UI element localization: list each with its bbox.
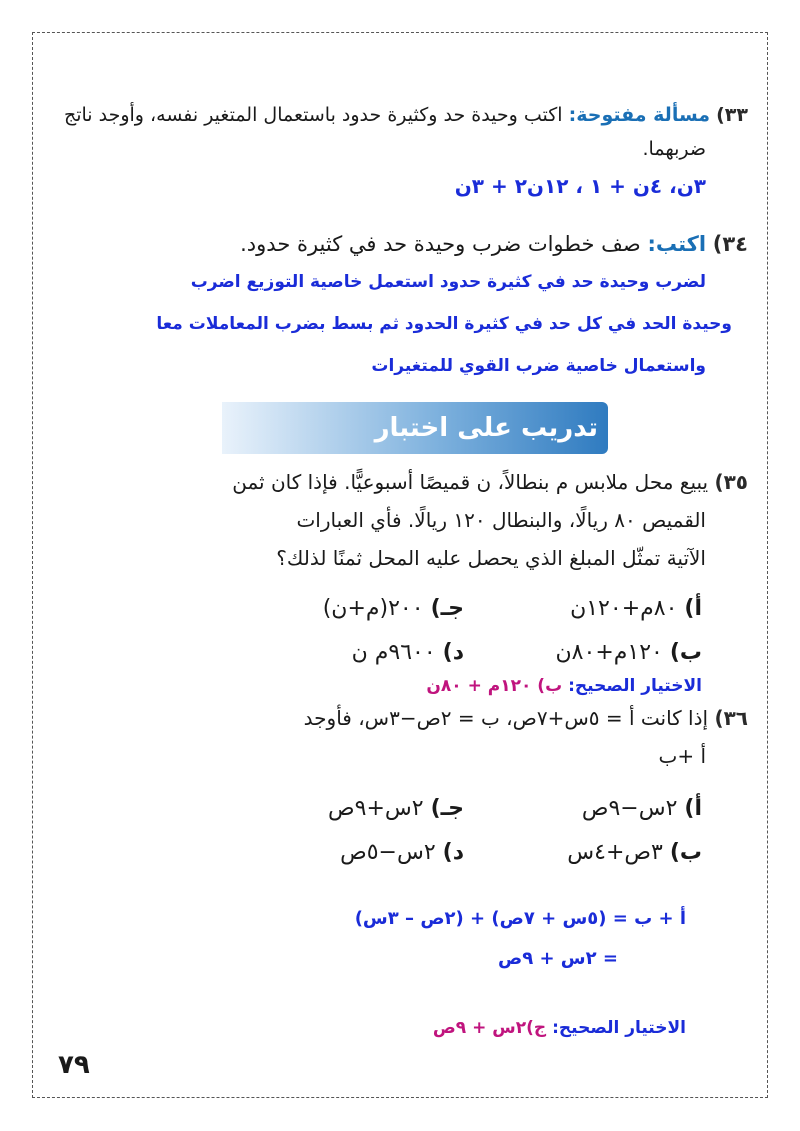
page-number: ٧٩ xyxy=(58,1050,90,1080)
q34-prompt: صف خطوات ضرب وحيدة حد في كثيرة حدود. xyxy=(240,232,641,256)
q35-option-d-letter: د) xyxy=(442,640,464,665)
q35-number: ٣٥) xyxy=(714,470,748,494)
q36-line2: أ +ب xyxy=(658,744,706,768)
test-practice-banner-title: تدريب على اختبار xyxy=(374,413,598,443)
q33-line1 xyxy=(64,104,748,126)
q34-number: ٣٤) xyxy=(712,232,748,256)
q36-option-d-letter: د) xyxy=(442,840,464,865)
q33-line2: ضربهما. xyxy=(642,138,706,160)
q35-option-c-text: ٢٠٠(م+ن) xyxy=(322,596,424,621)
q36-option-a-text: ٢س−٩ص xyxy=(581,796,678,821)
q34-line1 xyxy=(240,232,748,256)
q35-answer-label: الاختيار الصحيح: xyxy=(568,676,702,696)
q36-option-d-text: ٢س−٥ص xyxy=(340,840,436,865)
q36-work-line-2: = ٢س + ٩ص xyxy=(497,948,618,969)
q35-option-a-letter: أ) xyxy=(684,596,702,621)
q36-option-b-letter: ب) xyxy=(669,840,702,865)
q34-answer-line-3: واستعمال خاصية ضرب القوي للمتغيرات xyxy=(371,356,706,376)
q33-number: ٣٣) xyxy=(716,104,748,126)
q35-option-d[interactable] xyxy=(352,640,464,665)
q36-answer-label: الاختيار الصحيح: xyxy=(552,1018,686,1038)
q36-option-c-letter: جـ) xyxy=(430,796,464,821)
q35-answer-value: ب) ١٢٠م + ٨٠ن xyxy=(426,676,563,696)
q35-line3: الآتية تمثّل المبلغ الذي يحصل عليه المحل ثمنًا لذلك؟ xyxy=(276,546,706,570)
q36-option-b[interactable] xyxy=(567,840,702,865)
q35-option-a-text: ٨٠م+١٢٠ن xyxy=(570,596,678,621)
q36-correct-answer xyxy=(433,1018,686,1038)
q34-answer-line-1: لضرب وحيدة حد في كثيرة حدود استعمل خاصية التوزيع اضرب xyxy=(190,272,706,292)
q36-option-a-letter: أ) xyxy=(684,796,702,821)
q33-text: اكتب وحيدة حد وكثيرة حدود باستعمال المتغير نفسه، وأوجد ناتج xyxy=(63,104,563,126)
q36-answer-value: ج)٢س + ٩ص xyxy=(432,1018,547,1038)
q36-option-b-text: ٣ص+٤س xyxy=(567,840,663,865)
q33-answer: ٣ن، ٤ن + ١ ، ١٢ن٢ + ٣ن xyxy=(454,174,706,198)
q36-number: ٣٦) xyxy=(714,706,748,730)
q33-tag: مسألة مفتوحة: xyxy=(568,104,711,126)
q36-option-c-text: ٢س+٩ص xyxy=(328,796,424,821)
q35-option-b-letter: ب) xyxy=(669,640,702,665)
q35-option-a[interactable] xyxy=(570,596,702,621)
q36-line1 xyxy=(304,706,748,730)
q35-option-d-text: ٩٦٠٠م ن xyxy=(351,640,436,665)
q35-line2: القميص ٨٠ ريالًا، والبنطال ١٢٠ ريالًا. فأي العبارات xyxy=(296,508,706,532)
q35-line1 xyxy=(232,470,748,494)
q34-answer-line-2: وحيدة الحد في كل حد في كثيرة الحدود ثم بسط بضرب المعاملات معا xyxy=(156,314,732,334)
q36-work-line-1: أ + ب = (٥س + ٧ص) + (٢ص – ٣س) xyxy=(354,908,686,929)
q34-tag: اكتب: xyxy=(647,232,707,256)
q36-text: إذا كانت أ = ٥س+٧ص، ب = ٢ص−٣س، فأوجد xyxy=(303,706,709,730)
q35-option-b[interactable] xyxy=(556,640,702,665)
q35-option-c[interactable] xyxy=(323,596,464,621)
q36-option-c[interactable] xyxy=(328,796,464,821)
q35-correct-answer xyxy=(426,676,702,696)
q35-option-b-text: ١٢٠م+٨٠ن xyxy=(555,640,663,665)
q35-text-1: يبيع محل ملابس م بنطالاً، ن قميصًا أسبوعيًّا. فإذا كان ثمن xyxy=(232,470,709,494)
q36-option-a[interactable] xyxy=(582,796,702,821)
q35-option-c-letter: جـ) xyxy=(430,596,464,621)
q36-option-d[interactable] xyxy=(340,840,464,865)
